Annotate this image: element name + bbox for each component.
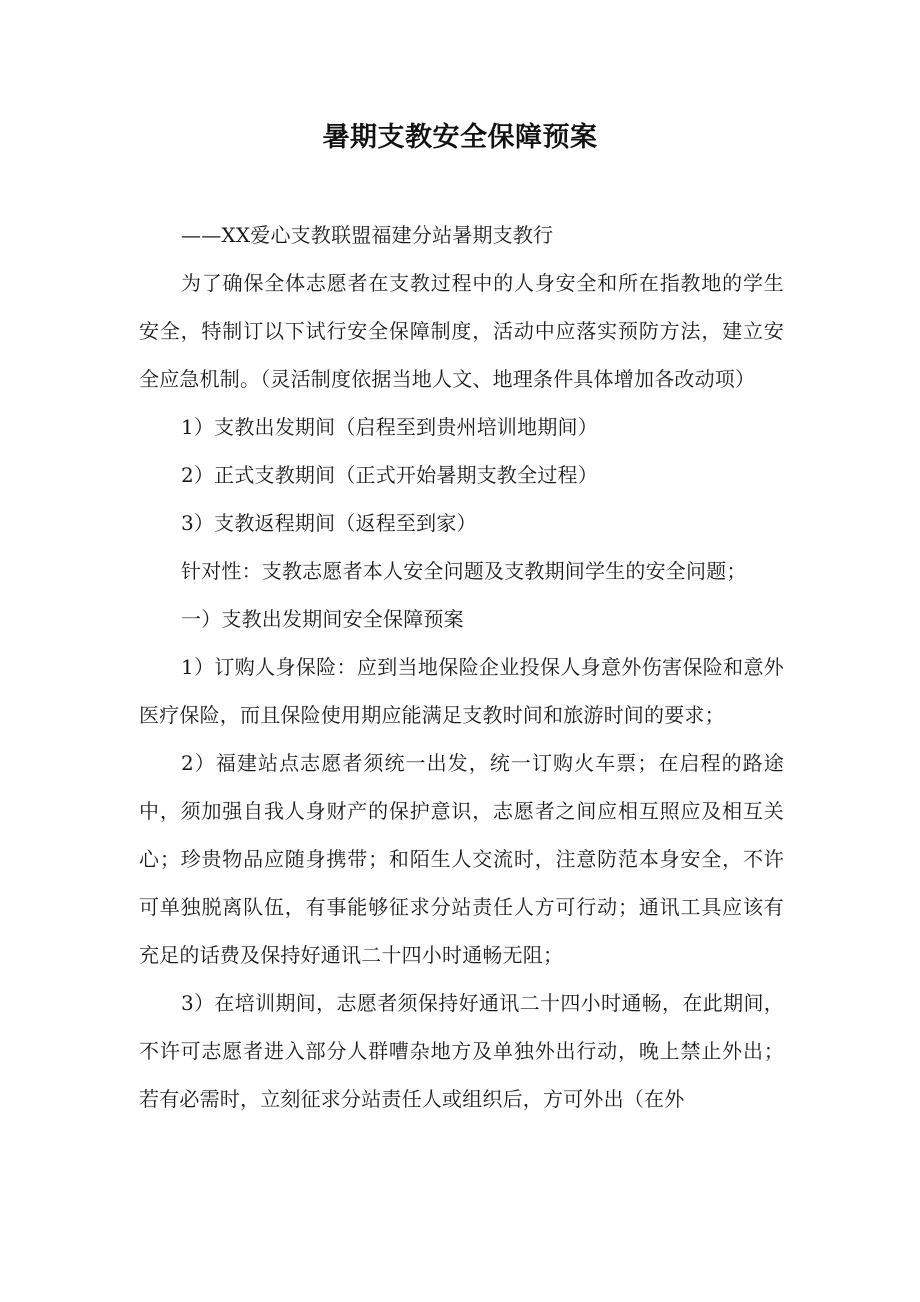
section-heading-1: 一）支教出发期间安全保障预案 xyxy=(181,607,464,631)
paragraph-training: 3）在培训期间，志愿者须保持好通讯二十四小时通畅，在此期间，不许可志愿者进入部分人群嘈杂地方及单独外出行动，晚上禁止外出；若有必需时，立刻征求分站责任人或组织后，方可外出（在外 xyxy=(139,991,784,1111)
paragraph-item-3: 3）支教返程期间（返程至到家） xyxy=(181,511,477,535)
paragraph-item-1: 1）支教出发期间（启程至到贵州培训地期间） xyxy=(181,415,598,439)
paragraph-target: 针对性：支教志愿者本人安全问题及支教期间学生的安全问题； xyxy=(181,559,747,583)
document-body xyxy=(139,211,784,1123)
paragraph-intro: 为了确保全体志愿者在支教过程中的人身安全和所在指教地的学生安全，特制订以下试行安全保障制度，活动中应落实预防方法，建立安全应急机制。（灵活制度依据当地人文、地理条件具体增加各改动项） xyxy=(139,271,784,391)
subtitle-line: ——XX爱心支教联盟福建分站暑期支教行 xyxy=(181,223,554,247)
document-title: 暑期支教安全保障预案 xyxy=(322,122,598,153)
paragraph-insurance: 1）订购人身保险：应到当地保险企业投保人身意外伤害保险和意外医疗保险，而且保险使用期应能满足支教时间和旅游时间的要求； xyxy=(139,655,784,727)
paragraph-item-2: 2）正式支教期间（正式开始暑期支教全过程） xyxy=(181,463,598,487)
paragraph-departure: 2）福建站点志愿者须统一出发，统一订购火车票；在启程的路途中，须加强自我人身财产的保护意识，志愿者之间应相互照应及相互关心；珍贵物品应随身携带；和陌生人交流时，注意防范本身安全，不许可单独脱离队伍，有事能够征求分站责任人方可行动；通讯工具应该有充足的话费及保持好通讯二十四小时通畅无阻； xyxy=(139,751,784,967)
